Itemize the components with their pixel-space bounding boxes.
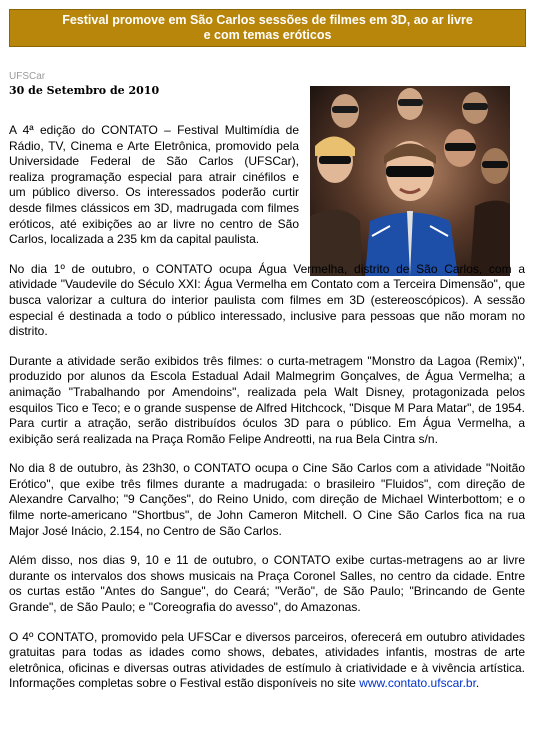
- headline-banner: [9, 9, 526, 47]
- closing-period: .: [475, 676, 480, 691]
- paragraph-curtas-ar-livre: Além disso, nos dias 9, 10 e 11 de outubro, o CONTATO exibe curtas-metragens ao ar livre durante os intervalos dos shows musicais na Praça Coronel Salles, no centro da cidade. Entre os curtas estão "Antes do Sangue", do Ceará; "Verão", de São Paulo; "Brincando de Gente Grande", de São Paulo; e "Coreografia do avesso", do Amazonas.: [9, 553, 525, 615]
- closing-text: O 4º CONTATO, promovido pela UFSCar e diversos parceiros, oferecerá em outubro atividades gratuitas para todas as idades como shows, debates, atividades infantis, mostras de arte eletrônica, oficinas e diversas outras atividades de estímulo à criatividade e à vivência artística. Informações completas sobre o Festival estão disponíveis no site: [9, 629, 525, 691]
- paragraph-agua-vermelha: No dia 1º de outubro, o CONTATO ocupa Água Vermelha, distrito de São Carlos, com a atividade "Vaudevile do Século XXI: Água Vermelha em Contato com a Terceira Dimensão", que busca valorizar a cultura do interior paulista com filmes em 3D (estereoscópicos). A sessão especial é destinada a todo o público interessado, inclusive para pessoas que não moram no distrito.: [9, 261, 525, 339]
- publish-date: 30 de Setembro de 2010: [9, 84, 160, 97]
- festival-site-link[interactable]: www.contato.ufscar.br: [359, 676, 476, 691]
- paragraph-noitao-erotico: No dia 8 de outubro, às 23h30, o CONTATO ocupa o Cine São Carlos com a atividade "Noitão Erótico", que exibe três filmes durante a madrugada: o brasileiro "Fluidos", com direção de Alexandre Carvalho; "9 Canções", do Reino Unido, com direção de Michael Winterbottom; e o filme norte-americano "Shortbus", de John Cameron Mitchell. O Cine São Carlos fica na rua Major José Inácio, 2.154, no Centro de São Carlos.: [9, 461, 525, 538]
- article-body: [9, 123, 525, 706]
- paragraph-films-3d: Durante a atividade serão exibidos três filmes: o curta-metragem "Monstro da Lagoa (Remix)", produzido por alunos da Escola Estadual Adail Malmegrim Gonçalves, de Água Vermelha; a animação "Trabalhando por Amendoins", realizada pela Walt Disney, protagonizada pelos esquilos Tico e Teco; e o grande suspense de Alfred Hitchcock, "Disque M Para Matar", de 1954. Para curtir a atração, serão distribuídos óculos 3D para o público. Em Água Vermelha, a exibição será realizada na Praça Romão Felipe Andreotti, na rua Bela Cintra s/n.: [9, 353, 525, 446]
- headline-title: Festival promove em São Carlos sessões de filmes em 3D, ao ar livre e com temas eróticos: [62, 12, 473, 42]
- paragraph-intro: A 4ª edição do CONTATO – Festival Multimídia de Rádio, TV, Cinema e Arte Eletrônica, promovido pela Universidade Federal de São Carlos (UFSCar), realiza programação especial para atrair cinéfilos e um público diverso. Os interessados poderão curtir desde filmes clássicos em 3D, madrugada com filmes eróticos, até exibições ao ar livre no centro de São Carlos, localizada a 235 km da capital paulista.: [9, 123, 299, 247]
- paragraph-closing: [9, 630, 525, 692]
- source-label: UFSCar: [9, 71, 46, 82]
